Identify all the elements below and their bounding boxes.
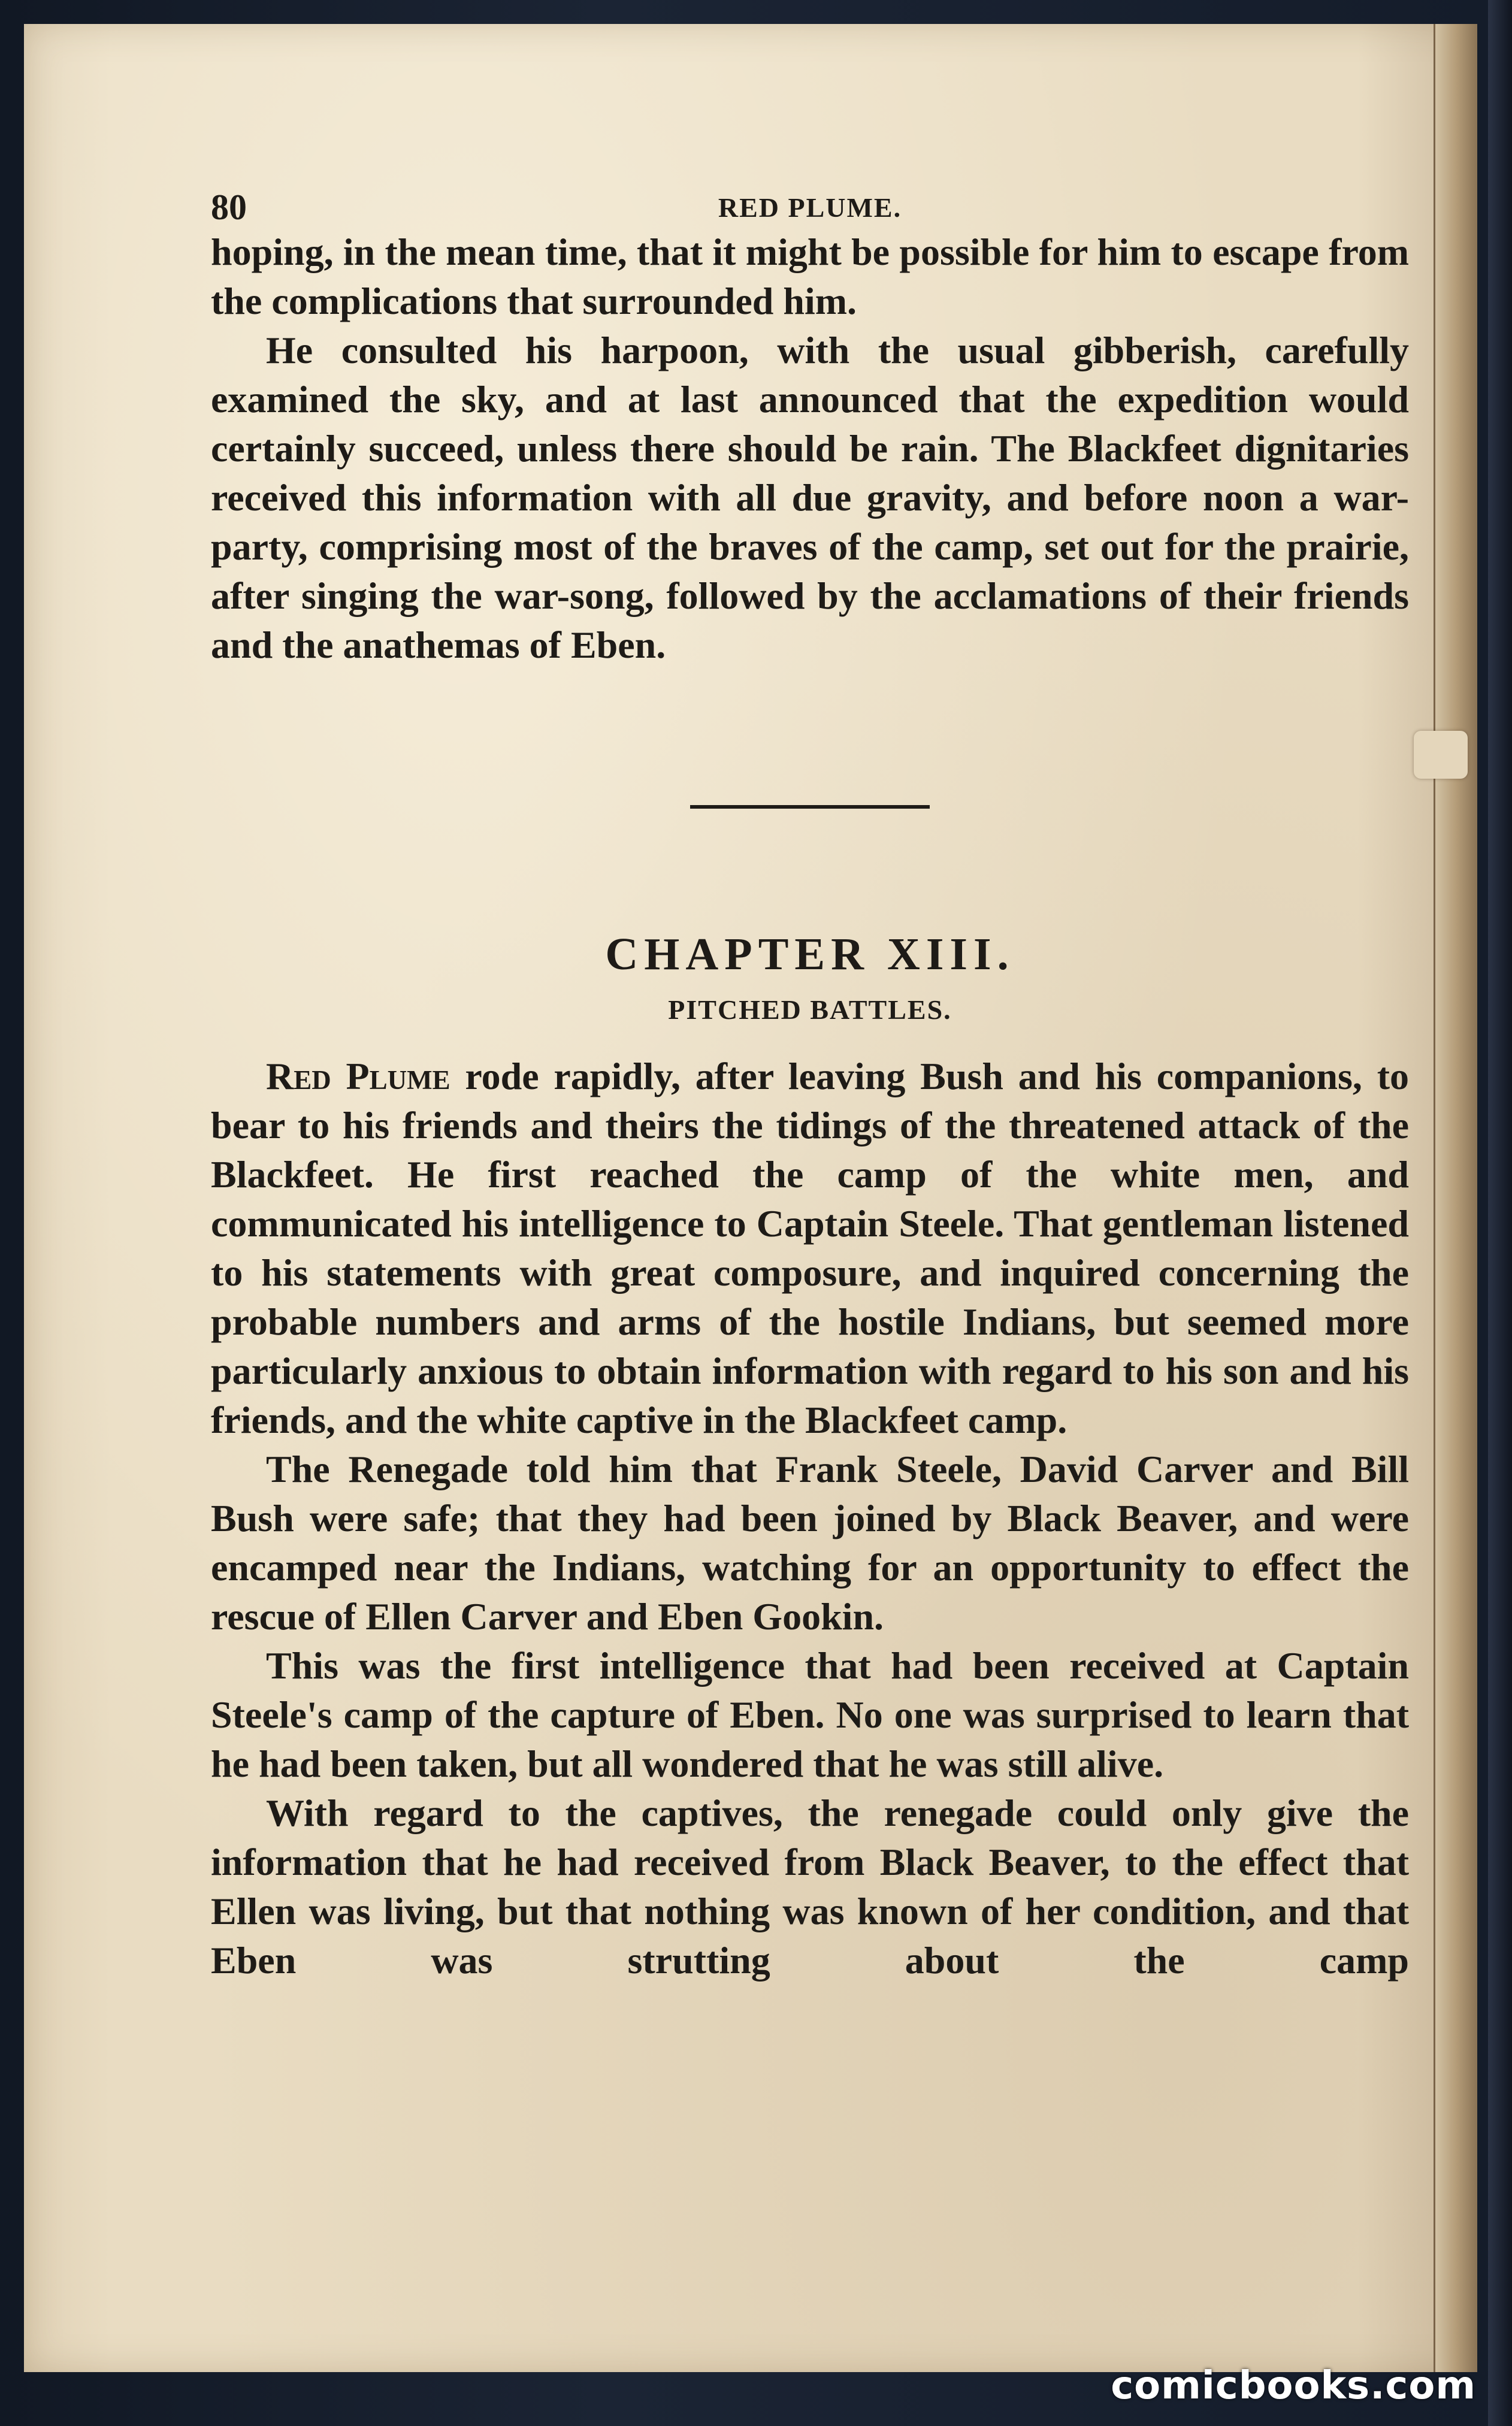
paragraph-renegade: The Renegade told him that Frank Steele, David Carver and Bill Bush were safe; that they had been joined by Black Beaver, and were encamped near the Indians, watching for an opportunity to effect the rescue of Ellen Carver and Eben Gookin. xyxy=(211,1448,1409,1638)
lead-in-name: Red Plume xyxy=(266,1055,450,1097)
chapter-title: CHAPTER XIII. xyxy=(605,929,1015,979)
page-number: 80 xyxy=(211,187,247,227)
chapter-subtitle: PITCHED BATTLES. xyxy=(668,994,952,1025)
paragraph-captives: With regard to the captives, the renegade could only give the information that he had received from Black Beaver, to the effect that Ellen was living, but that nothing was known of her condition, and that Eben was strutting about the camp xyxy=(211,1792,1409,1982)
page-content xyxy=(211,174,1409,1985)
book-spine xyxy=(1488,0,1512,2426)
section-divider xyxy=(690,805,930,809)
paragraph-harpoon: He consulted his harpoon, with the usual gibberish, carefully examined the sky, and at last announced that the expedition would certainly succeed, unless there should be rain. The Blackfeet dignitaries received this information with all due gravity, and before noon a war-party, comprising most of the braves of the camp, set out for the prairie, after singing the war-song, followed by the acclamations of their friends and the anathemas of Eben. xyxy=(211,329,1409,666)
running-head xyxy=(211,174,1409,228)
page-edge xyxy=(1434,24,1477,2372)
watermark-text: comicbooks.com xyxy=(1111,2364,1476,2408)
paragraph-intelligence: This was the first intelligence that had been received at Captain Steele's camp of the capture of Eben. No one was surprised to learn that he had been taken, but all wondered that he was still alive. xyxy=(211,1644,1409,1785)
paragraph-continuation: hoping, in the mean time, that it might be possible for him to escape from the complications that surrounded him. xyxy=(211,231,1409,322)
running-title: RED PLUME. xyxy=(718,192,902,223)
paper-tab xyxy=(1414,731,1468,779)
paragraph-red-plume xyxy=(211,1052,1409,1445)
paragraph-red-plume-text: rode rapidly, after leaving Bush and his companions, to bear to his friends and theirs the tidings of the threatened attack of the Blackfeet. He first reached the camp of the white men, and communicated his intelligence to Captain Steele. That gentleman listened to his statements with great composure, and inquired concerning the probable numbers and arms of the hostile Indians, but seemed more particularly anxious to obtain information with regard to his son and his friends, and the white captive in the Blackfeet camp. xyxy=(211,1055,1410,1441)
book-page xyxy=(24,24,1474,2372)
